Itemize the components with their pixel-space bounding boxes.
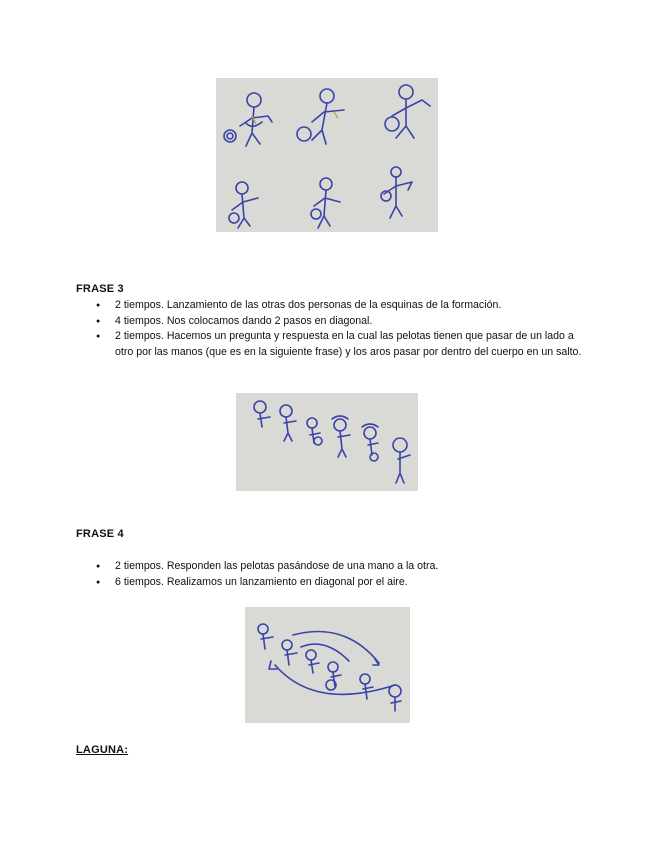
sketch-drawing-diagonal	[236, 393, 418, 491]
list-item: ● 2 tiempos. Responden las pelotas pasándose de una mano a la otra.	[96, 559, 586, 575]
section-title-frase-4: FRASE 4	[76, 528, 124, 540]
section-title-frase-3: FRASE 3	[76, 283, 124, 295]
bullet-list-frase-3	[96, 298, 586, 360]
sketch-photo-diagonal	[236, 393, 418, 491]
list-item: ● 6 tiempos. Realizamos un lanzamiento en diagonal por el aire.	[96, 575, 586, 591]
list-item: ● 4 tiempos. Nos colocamos dando 2 pasos en diagonal.	[96, 314, 586, 330]
sketch-drawing-throws	[245, 607, 410, 723]
sketch-drawing-poses	[216, 78, 438, 232]
sketch-photo-throws	[245, 607, 410, 723]
list-item: ● 2 tiempos. Hacemos un pregunta y respuesta en la cual las pelotas tienen que pasar de un lado a otro por las manos (que es en la siguiente frase) y los aros pasar por dentro del cuerpo en un salto.	[96, 329, 586, 360]
section-title-laguna: LAGUNA:	[76, 744, 129, 756]
sketch-photo-poses	[216, 78, 438, 232]
list-item: ● 2 tiempos. Lanzamiento de las otras dos personas de la esquinas de la formación.	[96, 298, 586, 314]
bullet-list-frase-4	[96, 559, 586, 590]
